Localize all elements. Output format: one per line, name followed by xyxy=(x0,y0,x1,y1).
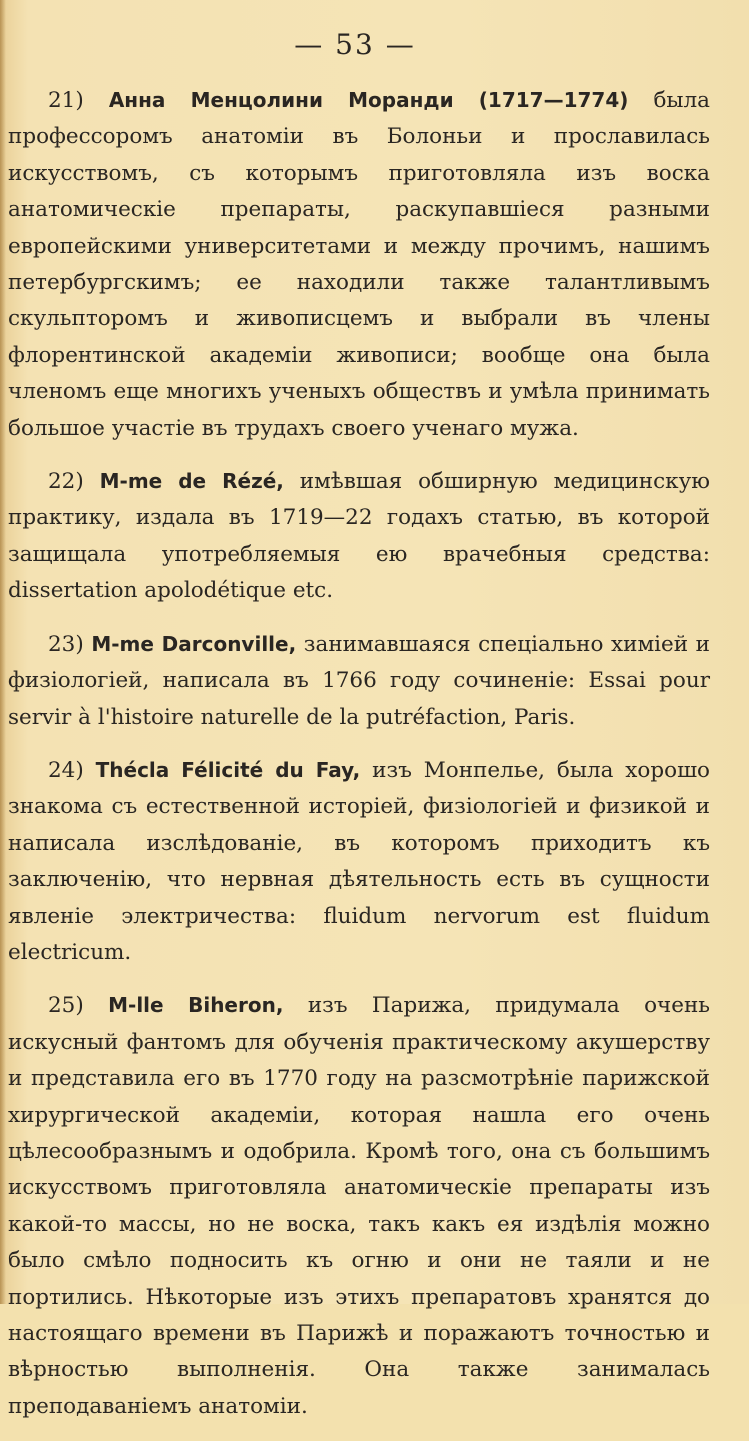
binding-edge xyxy=(0,0,6,1304)
entry-22 xyxy=(8,463,710,610)
entry-name: Thécla Félicité du Fay, xyxy=(95,757,361,782)
entry-text: была профессоромъ анатоміи въ Болоньи и прославилась искусствомъ, съ которымъ приготовляла изъ воска анатомическіе препараты, раскупавшіеся разными европейскими университетами и между прочимъ, нашимъ петербургскимъ; ее находили также талантливымъ скульпторомъ и живописцемъ и выбрали въ члены флорентинской академіи живописи; вообще она была членомъ еще многихъ ученыхъ обществъ и умѣла принимать большое участіе въ трудахъ своего ученаго мужа. xyxy=(8,88,710,441)
page-number: — 53 — xyxy=(294,28,416,61)
entry-name: M-lle Biheron, xyxy=(108,993,284,1018)
entry-24 xyxy=(8,752,710,971)
entry-25 xyxy=(8,987,710,1425)
entry-number: 21) xyxy=(48,88,84,113)
entry-23 xyxy=(8,626,710,736)
entry-name: M-me de Rézé, xyxy=(99,469,284,494)
entry-number: 22) xyxy=(48,469,84,495)
entry-name: Анна Менцолини Моранди (1717—1774) xyxy=(108,88,629,112)
page-text xyxy=(8,82,710,1441)
entry-number: 24) xyxy=(48,757,84,783)
entry-number: 25) xyxy=(48,993,84,1019)
entry-text: занимавшаяся спеціально химіей и физіологіей, написала въ 1766 году сочиненіе: Essai pour servir à l'histoire naturelle de la putréfaction, Paris. xyxy=(8,631,710,730)
entry-name: M-me Darconville, xyxy=(91,631,297,656)
entry-text: изъ Монпелье, была хорошо знакома съ естественной исторіей, физіологіей и физикой и написала изслѣдованіе, въ которомъ приходитъ къ заключенію, что нервная дѣятельность есть въ сущности явленіе электричества: fluidum nervorum est fluidum electricum. xyxy=(8,757,710,965)
entry-text: имѣвшая обширную медицинскую практику, издала въ 1719—22 годахъ статью, въ которой защищала употребляемыя ею врачебныя средства: dissertation apolodétique etc. xyxy=(8,469,710,604)
entry-number: 23) xyxy=(48,631,84,657)
entry-text: изъ Парижа, придумала очень искусный фантомъ для обученія практическому акушерству и представила его въ 1770 году на разсмотрѣніе парижской хирургической академіи, которая нашла его очень цѣлесообразнымъ и одобрила. Кромѣ того, она съ большимъ искусствомъ приготовляла анатомическіе препараты изъ какой-то массы, но не воска, такъ какъ ея издѣлія можно было смѣло подносить къ огню и они не таяли и не портились. Нѣкоторые изъ этихъ препаратовъ хранятся до настоящаго времени въ Парижѣ и поражаютъ точностью и вѣрностью выполненія. Она также занималась преподаваніемъ анатоміи. xyxy=(8,993,710,1419)
entry-21 xyxy=(8,82,710,447)
